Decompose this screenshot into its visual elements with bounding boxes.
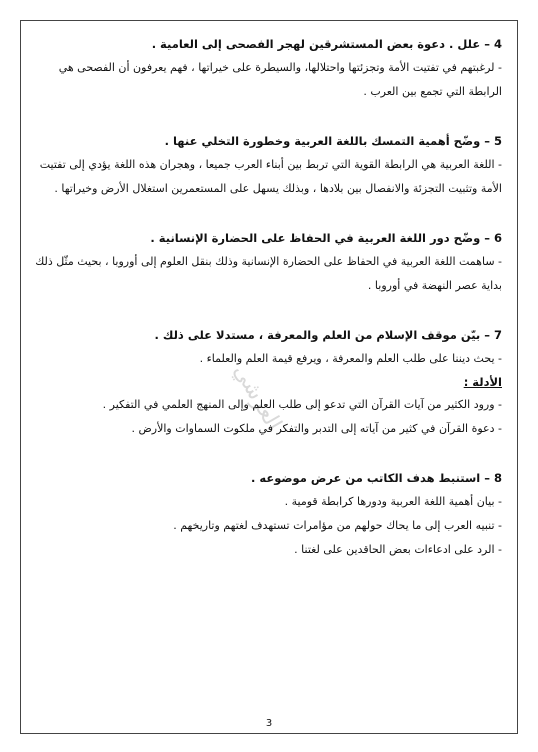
question-title: 8 – استنبط هدف الكاتب من عرض موضوعه . (251, 471, 502, 485)
question-6 (35, 226, 502, 298)
watermark: العرشي (228, 360, 287, 436)
answer-line: الأمة وتثبيت التجزئة والانفصال بين بلادها ، وبذلك يسهل على المستعمرين استغلال الأرض وخيراتها . (54, 182, 502, 195)
evidence-label: الأدلة : (463, 375, 502, 389)
answer-line: - تنبيه العرب إلى ما يحاك حولهم من مؤامرات تستهدف لغتهم وتاريخهم . (173, 519, 502, 532)
question-title: 4 – علل . دعوة بعض المستشرقين لهجر الفصحى إلى العامية . (151, 37, 502, 51)
question-title: 7 – بيّن موقف الإسلام من العلم والمعرفة ، مستدلا على ذلك . (154, 328, 502, 342)
answer-line: - ساهمت اللغة العربية في الحفاظ على الحضارة الإنسانية وذلك بنقل العلوم إلى أوروبا ، بحيث مثّل ذلك (35, 255, 502, 268)
answer-line: - الرد على ادعاءات بعض الحاقدين على لغتنا . (294, 543, 502, 556)
answer-line: - يحث ديننا على طلب العلم والمعرفة ، ويرفع قيمة العلم والعلماء . (199, 352, 502, 365)
answer-line: الرابطة التي تجمع بين العرب . (363, 85, 502, 98)
question-4 (38, 32, 502, 104)
question-7 (38, 323, 502, 441)
answer-line: - لرغبتهم في تفتيت الأمة وتجزئتها واحتلالها، والسيطرة على خيراتها ، فهم يعرفون أن الفصحى هي (58, 61, 502, 74)
answer-line: - بيان أهمية اللغة العربية ودورها كرابطة قومية . (284, 495, 502, 508)
document-body (35, 32, 502, 562)
question-title: 6 – وضّح دور اللغة العربية في الحفاظ على الحضارة الإنسانية . (150, 231, 502, 245)
question-5 (38, 129, 502, 201)
answer-line: بداية عصر النهضة في أوروبا . (367, 279, 502, 292)
evidence-line: - دعوة القرآن في كثير من آياته إلى التدبر والتفكر في ملكوت السماوات والأرض . (131, 422, 502, 435)
question-title: 5 – وضّح أهمية التمسك باللغة العربية وخطورة التخلي عنها . (164, 134, 502, 148)
answer-line: - اللغة العربية هي الرابطة القوية التي تربط بين أبناء العرب جميعا ، وهجران هذه اللغة يؤدي إلى تفتيت (39, 158, 502, 171)
page-number: 3 (265, 718, 273, 729)
evidence-line: - ورود الكثير من آيات القرآن التي تدعو إلى طلب العلم وإلى المنهج العلمي في التفكير . (102, 398, 502, 411)
question-8 (38, 466, 502, 562)
